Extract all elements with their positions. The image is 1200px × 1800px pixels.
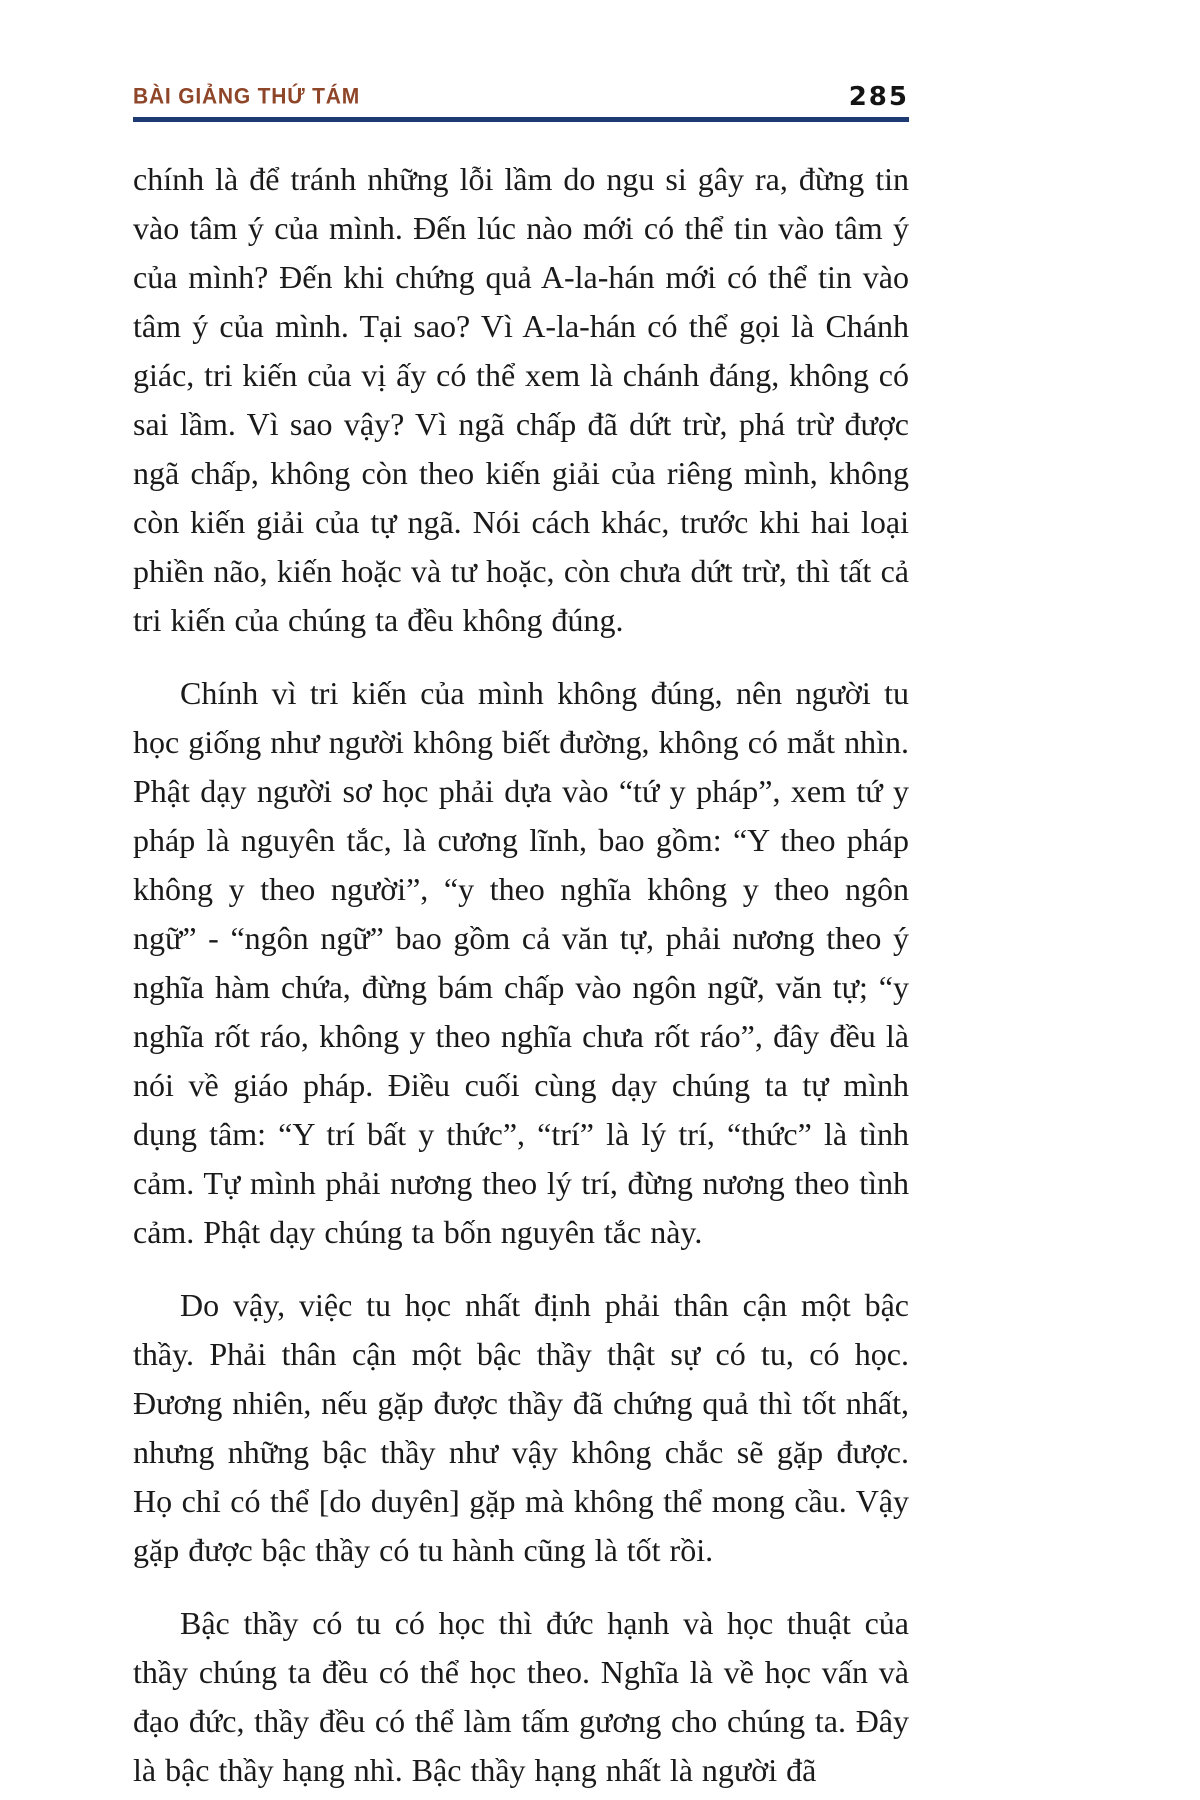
paragraph: chính là để tránh những lỗi lầm do ngu si gây ra, đừng tin vào tâm ý của mình. Đến lúc nào mới có thể tin vào tâm ý của mình? Đến khi chứng quả A-la-hán mới có thể tin vào tâm ý của mình. Tại sao? Vì A-la-hán có thể gọi là Chánh giác, tri kiến của vị ấy có thể xem là chánh đáng, không có sai lầm. Vì sao vậy? Vì ngã chấp đã dứt trừ, phá trừ được ngã chấp, không còn theo kiến giải của riêng mình, không còn kiến giải của tự ngã. Nói cách khác, trước khi hai loại phiền não, kiến hoặc và tư hoặc, còn chưa dứt trừ, thì tất cả tri kiến của chúng ta đều không đúng. xyxy=(133,161,909,638)
body-text xyxy=(133,155,909,1795)
paragraph: Do vậy, việc tu học nhất định phải thân cận một bậc thầy. Phải thân cận một bậc thầy thật sự có tu, có học. Đương nhiên, nếu gặp được thầy đã chứng quả thì tốt nhất, nhưng những bậc thầy như vậy không chắc sẽ gặp được. Họ chỉ có thể [do duyên] gặp mà không thể mong cầu. Vậy gặp được bậc thầy có tu hành cũng là tốt rồi. xyxy=(133,1287,909,1568)
paragraph: Bậc thầy có tu có học thì đức hạnh và học thuật của thầy chúng ta đều có thể học theo. Nghĩa là về học vấn và đạo đức, thầy đều có thể làm tấm gương cho chúng ta. Đây là bậc thầy hạng nhì. Bậc thầy hạng nhất là người đã xyxy=(133,1605,909,1788)
chapter-title: BÀI GIẢNG THỨ TÁM xyxy=(133,84,361,109)
page-content xyxy=(133,84,909,1795)
page-number: 285 xyxy=(848,82,909,112)
running-header xyxy=(133,84,909,122)
paragraph: Chính vì tri kiến của mình không đúng, nên người tu học giống như người không biết đường, không có mắt nhìn. Phật dạy người sơ học phải dựa vào “tứ y pháp”, xem tứ y pháp là nguyên tắc, là cương lĩnh, bao gồm: “Y theo pháp không y theo người”, “y theo nghĩa không y theo ngôn ngữ” - “ngôn ngữ” bao gồm cả văn tự, phải nương theo ý nghĩa hàm chứa, đừng bám chấp vào ngôn ngữ, văn tự; “y nghĩa rốt ráo, không y theo nghĩa chưa rốt ráo”, đây đều là nói về giáo pháp. Điều cuối cùng dạy chúng ta tự mình dụng tâm: “Y trí bất y thức”, “trí” là lý trí, “thức” là tình cảm. Tự mình phải nương theo lý trí, đừng nương theo tình cảm. Phật dạy chúng ta bốn nguyên tắc này. xyxy=(133,675,909,1250)
